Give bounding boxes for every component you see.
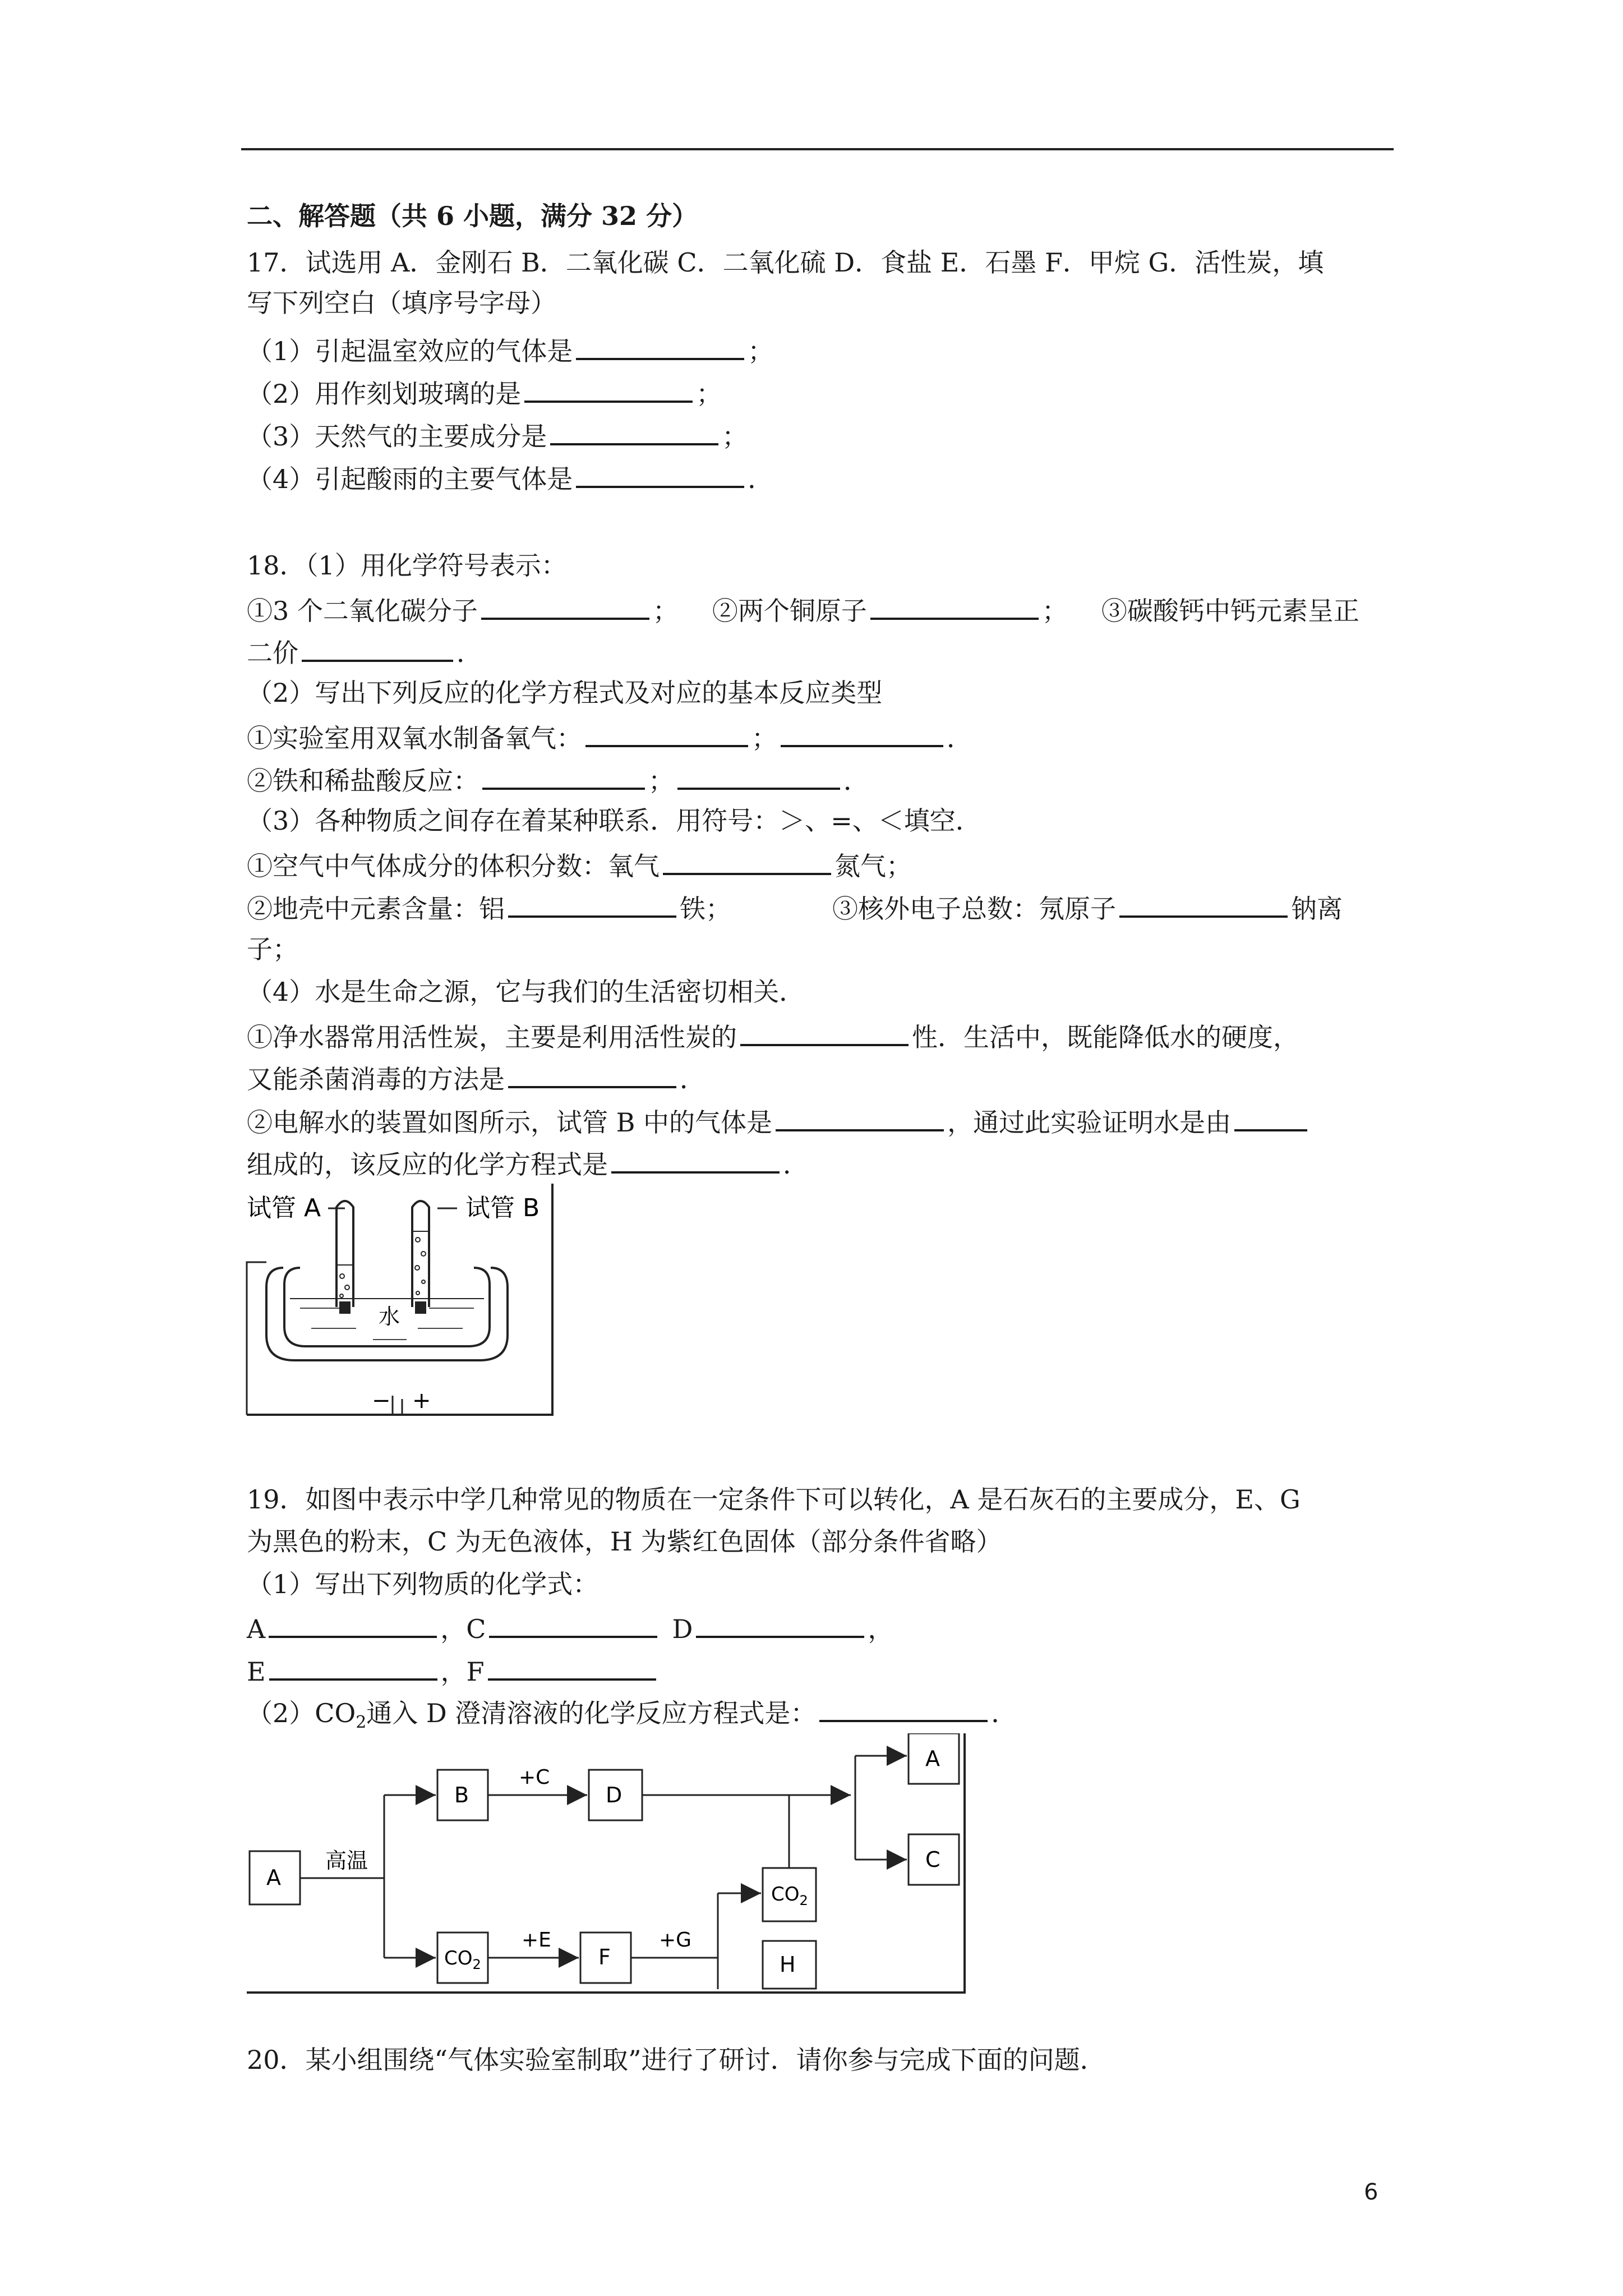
q17-stem-line1: 17．试选用 A．金刚石 B．二氧化碳 C．二氧化硫 D．食盐 E．石墨 F．甲烷 G．活性炭，填 [247, 247, 1324, 278]
subscript: 2 [356, 1713, 367, 1733]
answer-blank[interactable] [488, 1653, 656, 1681]
q17-item2-text: （2）用作刻划玻璃的是 [247, 379, 522, 409]
answer-blank[interactable] [508, 1060, 676, 1088]
q20-stem: 20．某小组围绕“气体实验室制取”进行了研讨．请你参与完成下面的问题． [247, 2045, 1106, 2075]
plus-e-label: +E [522, 1929, 551, 1952]
page-number: 6 [1364, 2179, 1378, 2205]
punct: ． [783, 1149, 809, 1180]
answer-blank[interactable] [576, 460, 744, 488]
q18-p1-cont [247, 634, 482, 670]
q17-item2 [247, 375, 722, 411]
punct: ， [440, 1614, 467, 1644]
node-a-label: A [266, 1865, 281, 1890]
node-d-label: D [606, 1783, 623, 1807]
q18-p3-b-post: 铁； [680, 894, 731, 924]
q18-p2-stem: （2）写出下列反应的化学方程式及对应的基本反应类型 [247, 678, 883, 708]
header-rule [241, 148, 1394, 150]
q18-p4-b2 [247, 1145, 809, 1181]
answer-blank[interactable] [269, 1653, 437, 1681]
q18-p3-a-text: ①空气中气体成分的体积分数：氧气 [247, 851, 660, 881]
answer-blank[interactable] [677, 762, 840, 790]
node-co2-left-label: $CO_2$ [444, 1947, 481, 1972]
punct: ． [680, 1064, 706, 1094]
label-c: C [466, 1614, 486, 1644]
high-temp-label: 高温 [325, 1848, 368, 1873]
q18-p3-bc [247, 890, 1343, 926]
label-water: 水 [379, 1304, 400, 1329]
answer-blank[interactable] [696, 1610, 864, 1638]
label-f: F [466, 1657, 485, 1687]
electrode-minus: − [372, 1388, 391, 1414]
transformation-diagram [244, 1733, 973, 1997]
answer-blank[interactable] [585, 719, 748, 747]
section-heading: 二、解答题（共 6 小题，满分 32 分） [247, 201, 698, 231]
punct: ； [751, 723, 777, 753]
answer-blank[interactable] [663, 847, 831, 875]
q19-stem-line1: 19．如图中表示中学几种常见的物质在一定条件下可以转化，A 是石灰石的主要成分，E、G [247, 1484, 1301, 1515]
punct: ． [947, 723, 972, 753]
q19-p2 [247, 1694, 1017, 1740]
q18-p3-a-post: 氮气； [834, 851, 912, 881]
node-f-label: F [598, 1945, 611, 1970]
punct: ． [748, 464, 774, 494]
q18-p3-stem: （3）各种物质之间存在着某种联系．用符号：＞、=、＜填空． [247, 806, 981, 836]
q18-p3-b-text: ②地壳中元素含量：铝 [247, 894, 505, 924]
q18-p4-a-text: ①净水器常用活性炭，主要是利用活性炭的 [247, 1022, 737, 1052]
answer-blank[interactable] [611, 1145, 780, 1174]
q17-item4 [247, 460, 773, 496]
q19-p1-row2 [247, 1653, 660, 1688]
q17-item3-text: （3）天然气的主要成分是 [247, 421, 547, 452]
q19-p2-text: （2）CO [247, 1698, 356, 1728]
answer-blank[interactable] [776, 1103, 944, 1131]
answer-blank[interactable] [269, 1610, 437, 1638]
answer-blank[interactable] [1234, 1103, 1307, 1131]
q18-p2-b-text: ②铁和稀盐酸反应： [247, 766, 479, 796]
label-e: E [247, 1657, 266, 1687]
punct: ； [648, 766, 674, 796]
node-b-label: B [454, 1783, 469, 1807]
answer-blank[interactable] [740, 1018, 909, 1046]
q18-stem: 18．（1）用化学符号表示： [247, 550, 567, 581]
node-out-c-label: C [925, 1847, 940, 1872]
punct: ． [843, 766, 869, 796]
q17-item1-text: （1）引起温室效应的气体是 [247, 336, 573, 366]
q18-p1-c2: 二价 [247, 638, 298, 668]
label-a: A [247, 1614, 266, 1644]
answer-blank[interactable] [482, 762, 645, 790]
q18-p1-c: ③碳酸钙中钙元素呈正 [1101, 596, 1359, 626]
q18-p3-c-text: ③核外电子总数：氖原子 [832, 894, 1116, 924]
electrode-plus: + [412, 1388, 431, 1414]
q17-item4-text: （4）引起酸雨的主要气体是 [247, 464, 573, 494]
answer-blank[interactable] [576, 332, 744, 360]
punct: ； [1041, 596, 1068, 626]
q18-p4-b-mid: ，通过此实验证明水是由 [947, 1107, 1232, 1138]
answer-blank[interactable] [508, 890, 676, 918]
label-d: D [672, 1614, 693, 1644]
answer-blank[interactable] [870, 592, 1039, 620]
punct: ； [652, 596, 679, 626]
q17-item1 [247, 332, 773, 368]
q18-p2-a-text: ①实验室用双氧水制备氧气： [247, 723, 582, 753]
q19-p1-stem: （1）写出下列物质的化学式： [247, 1569, 599, 1599]
label-test-tube-b: 试管 B [465, 1194, 540, 1222]
node-h-label: H [780, 1952, 796, 1977]
q18-p2-a [247, 719, 972, 755]
q18-p4-a-post: 性．生活中，既能降低水的硬度， [912, 1022, 1299, 1052]
node-co2-right-label: $CO_2$ [771, 1883, 808, 1908]
punct: ； [722, 421, 748, 452]
plus-g-label: +G [659, 1929, 692, 1952]
q18-p4-b2-text: 组成的，该反应的化学方程式是 [247, 1149, 608, 1180]
answer-blank[interactable] [302, 634, 453, 662]
punct: ； [748, 336, 774, 366]
q19-stem-line2: 为黑色的粉末，C 为无色液体，H 为紫红色固体（部分条件省略） [247, 1526, 1002, 1557]
q18-p4-stem: （4）水是生命之源，它与我们的生活密切相关． [247, 977, 805, 1007]
node-out-a-label: A [925, 1746, 940, 1771]
answer-blank[interactable] [481, 592, 649, 620]
q18-p3-c-cont: 子； [247, 934, 298, 964]
answer-blank[interactable] [550, 417, 718, 445]
answer-blank[interactable] [781, 719, 943, 747]
q18-p4-b [247, 1103, 1311, 1139]
punct: ； [696, 379, 722, 409]
q18-p3-a [247, 847, 912, 883]
answer-blank[interactable] [489, 1610, 657, 1638]
punct: ， [868, 1614, 894, 1644]
q19-p2-post: 通入 D 澄清溶液的化学反应方程式是： [366, 1698, 817, 1728]
punct: ． [991, 1698, 1017, 1728]
q17-stem-line2: 写下列空白（填序号字母） [247, 288, 556, 318]
q18-p3-c-post: 钠离 [1291, 894, 1343, 924]
q18-p1-b: ②两个铜原子 [712, 596, 867, 626]
q18-p4-a2-text: 又能杀菌消毒的方法是 [247, 1064, 505, 1094]
punct: ， [440, 1657, 467, 1687]
answer-blank[interactable] [524, 375, 693, 403]
plus-c-label: +C [519, 1766, 550, 1789]
q18-p2-b [247, 762, 869, 798]
label-test-tube-a: 试管 A [247, 1194, 321, 1222]
q18-p4-b-text: ②电解水的装置如图所示，试管 B 中的气体是 [247, 1107, 773, 1138]
q19-p1-row1 [247, 1610, 893, 1646]
punct: ． [457, 638, 482, 668]
q18-p1-line [247, 592, 1359, 628]
q18-p4-a2 [247, 1060, 706, 1096]
q17-item3 [247, 417, 748, 453]
answer-blank[interactable] [819, 1694, 988, 1722]
q18-p4-a [247, 1018, 1299, 1054]
electrolysis-apparatus-figure [244, 1184, 564, 1419]
q18-p1-a: ①3 个二氧化碳分子 [247, 596, 478, 626]
answer-blank[interactable] [1119, 890, 1288, 918]
